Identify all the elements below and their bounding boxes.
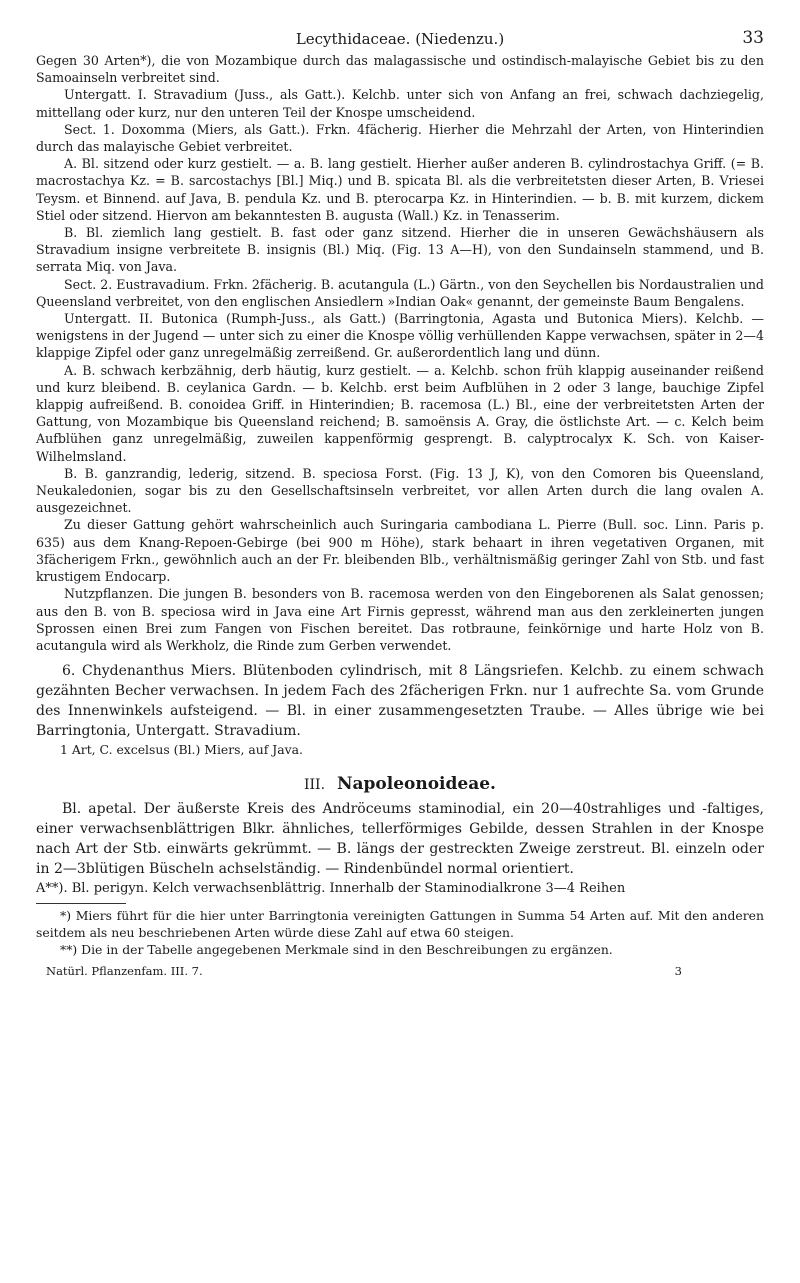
section-paragraph: Bl. apetal. Der äußerste Kreis des Andröceums staminodial, ein 20—40strahliges und -faltiges, einer verwachsenblättrigen Blkr. ähnliches, tellerförmiges Gebilde, dessen Strahlen in der Knospe nach Art der Stb. einwärts gekrümmt. — B. längs der gestreckten Zweige zerstreut. Bl. einzeln oder in 2—3blütigen Büscheln achselständig. — Rindenbündel normal orientiert. — [36, 801, 764, 877]
paragraph: Sect. 1. Doxomma (Miers, als Gatt.). Frkn. 4fächerig. Hierher die Mehrzahl der Arten, von Hinterindien durch das malayische Gebiet verbreitet. — [36, 121, 764, 155]
footer-signature: 3 — [674, 964, 682, 979]
section-text — [36, 800, 764, 899]
paragraph: A. B. schwach kerbzähnig, derb häutig, kurz gestielt. — a. Kelchb. schon früh klappig auseinander reißend und kurz bleibend. B. ceylanica Gardn. — b. Kelchb. erst beim Aufblühen in 2 oder 3 lange, bauchige Zipfel klappig aufreißend. B. conoidea Griff. in Hinterindien; B. racemosa (L.) Bl., eine der verbreitetsten Arten der Gattung, von Mozambique bis Queensland reichend; B. samoënsis A. Gray, die östlichste Art. — c. Kelch beim Aufblühen ganz unregelmäßig, zuweilen kappenförmig gesprengt. B. calyptrocalyx K. Sch. von Kaiser-Wilhelmsland. — [36, 362, 764, 464]
genus-description: 6. Chydenanthus Miers. Blütenboden cylindrisch, mit 8 Längsriefen. Kelchb. zu einem schwach gezähnten Becher verwachsen. In jedem Fach des 2fächerigen Frkn. nur 1 aufrechte Sa. vom Grunde des Innenwinkels aufsteigend. — Bl. in einer zusammengesetzten Traube. — Alles übrige wie bei Barringtonia, Untergatt. Stravadium. — [36, 663, 764, 739]
page-footer — [36, 964, 764, 980]
genus-species-note — [36, 741, 764, 758]
paragraph: A. Bl. sitzend oder kurz gestielt. — a. B. lang gestielt. Hierher außer anderen B. cylindrostachya Griff. (= B. macrostachya Kz. = B. sarcostachys [Bl.] Miq.) und B. spicata Bl. als die verbreitetsten dieser Arten, B. Vriesei Teysm. et Binnend. auf Java, B. pendula Kz. und B. pterocarpa Kz. in Hinterindien. — b. B. mit kurzem, dickem Stiel oder sitzend. Hiervon am bekanntesten B. augusta (Wall.) Kz. in Tenasserim. — [36, 156, 764, 223]
document-page — [36, 22, 764, 980]
paragraph: B. B. ganzrandig, lederig, sitzend. B. speciosa Forst. (Fig. 13 J, K), von den Comoren bis Queensland, Neukaledonien, sogar bis zu den Gesellschaftsinseln verbreitet, vor allen Arten durch die lang ovalen A. ausgezeichnet. — [36, 465, 764, 516]
paragraph: Untergatt. I. Stravadium (Juss., als Gatt.). Kelchb. unter sich von Anfang an frei, schwach dachziegelig, mittellang oder kurz, nur den unteren Teil der Knospe umscheidend. — [36, 87, 764, 120]
section-heading — [36, 774, 764, 794]
page-number: 33 — [742, 28, 764, 48]
section-numeral: III. — [304, 777, 326, 794]
genus-entry — [36, 662, 764, 741]
section-subparagraph: A**). Bl. perigyn. Kelch verwachsenblättrig. Innerhalb der Staminodialkrone 3—4 Reihen — [36, 881, 626, 897]
paragraph: Nutzpflanzen. Die jungen B. besonders von B. racemosa werden von den Eingeborenen als Salat genossen; aus den B. von B. speciosa wird in Java eine Art Firnis gepresst, während man aus den zerkleinerten jungen Sprossen einen Brei zum Fangen von Fischen bereitet. Das rotbraune, feinkörnige und harte Holz von B. acutangula wird als Werkholz, die Rinde zum Gerben verwendet. — [36, 586, 764, 653]
paragraph: B. Bl. ziemlich lang gestielt. B. fast oder ganz sitzend. Hierher die in unseren Gewächshäusern als Stravadium insigne verbreitete B. insignis (Bl.) Miq. (Fig. 13 A—H), von den Sundainseln stammend, und B. serrata Miq. von Java. — [36, 225, 764, 275]
running-header — [36, 22, 764, 52]
footnote: **) Die in der Tabelle angegebenen Merkmale sind in den Beschreibungen zu ergänzen. — [60, 942, 613, 958]
footnotes — [36, 907, 764, 958]
section-name: Napoleonoideae. — [336, 774, 496, 795]
paragraph: Gegen 30 Arten*), die von Mozambique durch das malagassische und ostindisch-malayische Gebiet bis zu den Samoainseln verbreitet sind. — [36, 53, 764, 86]
paragraph: Untergatt. II. Butonica (Rumph-Juss., als Gatt.) (Barringtonia, Agasta und Butonica Miers). Kelchb. — wenigstens in der Jugend — unter sich zu einer die Knospe völlig verhüllenden Kappe verwachsen, später in 2—4 klappige Zipfel oder ganz unregelmäßig zerreißend. Gr. außerordentlich lang und dünn. — [36, 311, 764, 361]
footnote: *) Miers führt für die hier unter Barringtonia vereinigten Gattungen in Summa 54 Arten auf. Mit den anderen seitdem als neu beschriebenen Arten würde diese Zahl auf etwa 60 steigen. — [36, 908, 764, 941]
main-text — [36, 52, 764, 654]
species-line: 1 Art, C. excelsus (Bl.) Miers, auf Java. — [60, 742, 303, 758]
footnote-rule — [36, 903, 126, 904]
running-title: Lecythidaceae. (Niedenzu.) — [295, 30, 505, 48]
paragraph: Zu dieser Gattung gehört wahrscheinlich auch Suringaria cambodiana L. Pierre (Bull. soc. Linn. Paris p. 635) aus dem Knang-Repoen-Gebirge (bei 900 m Höhe), stark behaart in ihren vegetativen Organen, mit 3fächerigem Frkn., gewöhnlich auch an der Fr. bleibenden Blb., verhältnismäßig geringer Zahl von Stb. und fast krustigem Endocarp. — [36, 517, 764, 585]
footer-series: Natürl. Pflanzenfam. III. 7. — [46, 964, 203, 979]
paragraph: Sect. 2. Eustravadium. Frkn. 2fächerig. B. acutangula (L.) Gärtn., von den Seychellen bis Nordaustralien und Queensland verbreitet, von den englischen Ansiedlern »Indian Oak« genannt, der gemeinste Baum Bengalens. — [36, 276, 764, 309]
